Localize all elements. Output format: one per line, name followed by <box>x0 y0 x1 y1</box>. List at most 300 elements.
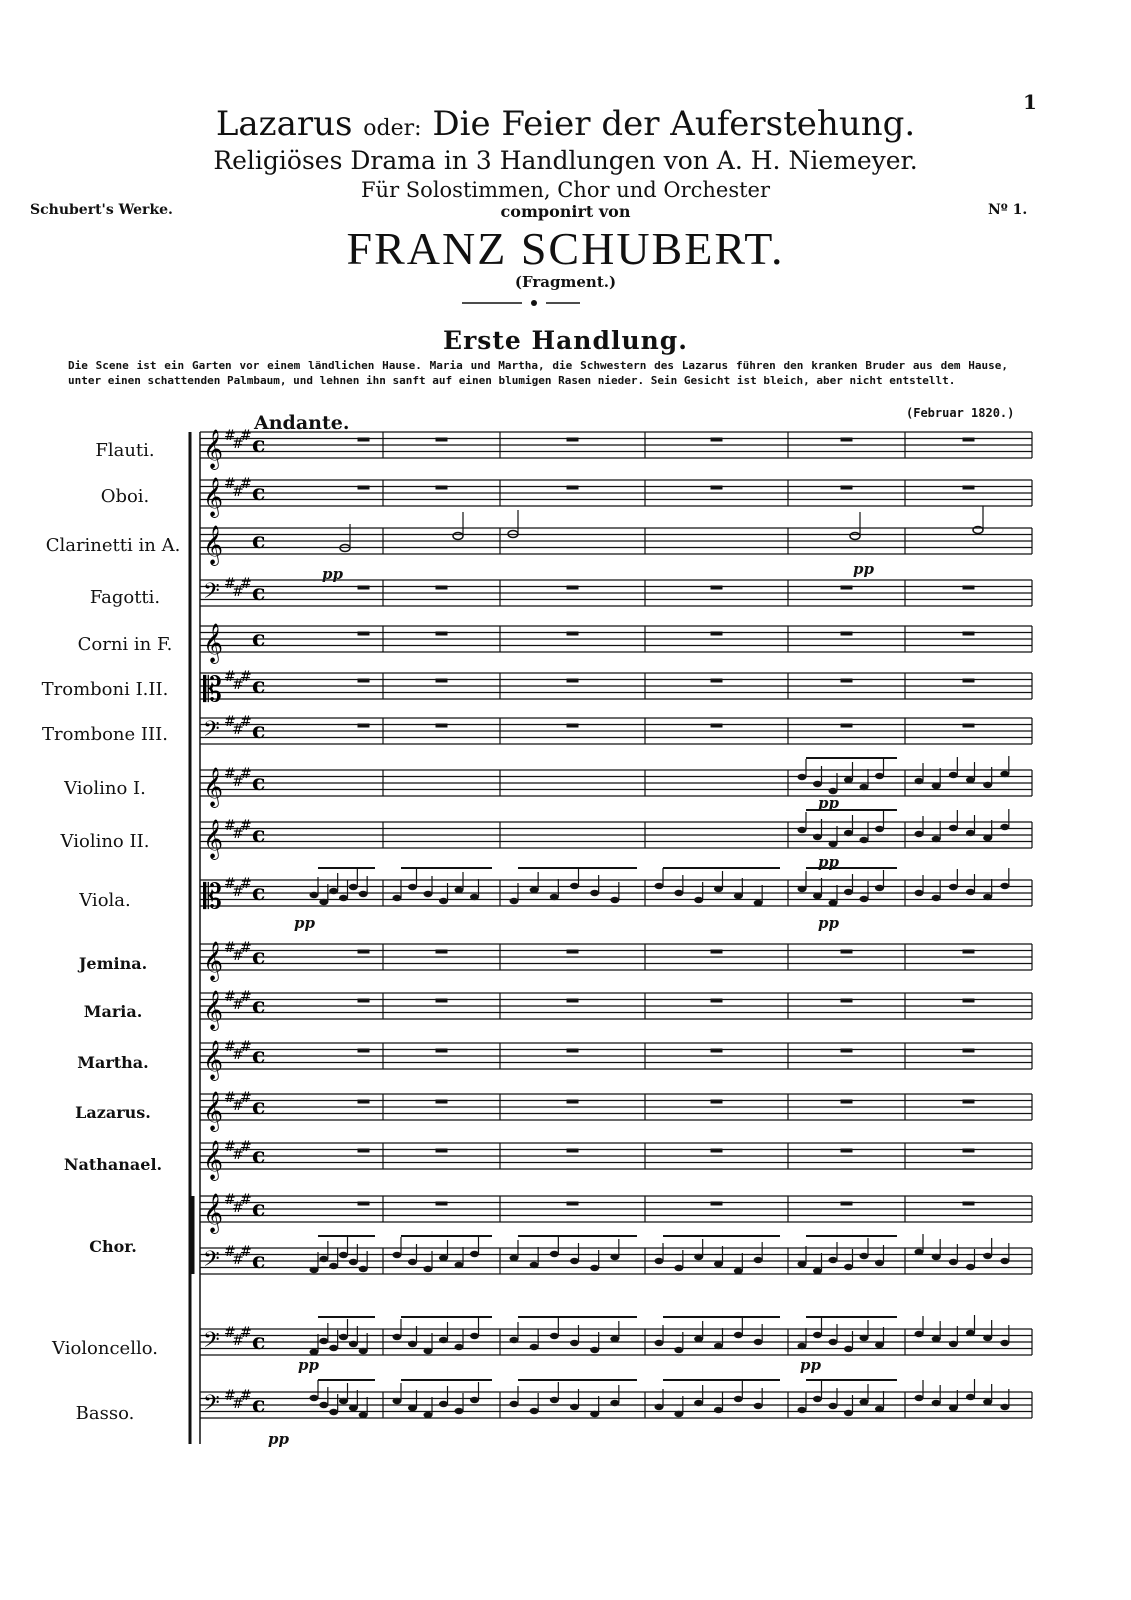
note-head <box>393 1398 402 1404</box>
note-head <box>470 894 479 900</box>
whole-rest <box>436 1149 448 1153</box>
instrument-label-violino-1: Violino I. <box>64 778 146 799</box>
note-head <box>714 1261 723 1267</box>
whole-rest <box>711 632 723 636</box>
note-head <box>694 1254 703 1260</box>
whole-rest <box>963 950 975 954</box>
whole-rest <box>436 438 448 442</box>
note-head <box>424 1348 433 1354</box>
note-head <box>949 1341 958 1347</box>
note-head <box>570 1340 579 1346</box>
sharp-icon: # <box>224 1139 236 1155</box>
note-head <box>590 890 599 896</box>
note-head <box>860 837 869 843</box>
sharp-icon: # <box>232 436 244 452</box>
note-head <box>319 1338 328 1344</box>
note-head <box>983 894 992 900</box>
note-head <box>310 1349 319 1355</box>
bass-clef-icon: 𝄢 <box>203 1328 220 1358</box>
whole-rest <box>963 438 975 442</box>
note-head <box>844 1410 853 1416</box>
note-head <box>570 883 579 889</box>
sharp-icon: # <box>224 1388 236 1404</box>
note-head <box>714 1343 723 1349</box>
sharp-icon: # <box>232 1333 244 1349</box>
note-head <box>829 1403 838 1409</box>
sharp-icon: # <box>232 484 244 500</box>
treble-clef-icon: 𝄞 <box>203 990 224 1030</box>
composition-date: (Februar 1820.) <box>906 406 1015 420</box>
note-head <box>655 1340 664 1346</box>
note-head <box>550 1251 559 1257</box>
title-feier: Die Feier der Auferstehung. <box>432 104 916 144</box>
note-head <box>734 1396 743 1402</box>
note-head <box>319 1402 328 1408</box>
time-signature: c <box>252 993 266 1019</box>
whole-rest <box>567 1149 579 1153</box>
note-head <box>932 1400 941 1406</box>
act-title: Erste Handlung. <box>443 326 688 355</box>
note-head <box>610 1336 619 1342</box>
whole-rest <box>841 586 853 590</box>
whole-rest <box>841 999 853 1003</box>
forces: Für Solostimmen, Chor und Orchester <box>360 178 771 202</box>
sharp-icon: # <box>224 766 236 782</box>
sharp-icon: # <box>224 876 236 892</box>
note-head <box>844 777 853 783</box>
note-head <box>949 1405 958 1411</box>
sharp-icon: # <box>232 677 244 693</box>
note-head <box>510 898 519 904</box>
time-signature: c <box>252 944 266 970</box>
note-head <box>875 773 884 779</box>
note-head <box>754 1403 763 1409</box>
note-head <box>932 1336 941 1342</box>
note-head <box>829 1339 838 1345</box>
note-head <box>983 1335 992 1341</box>
note-head <box>439 1337 448 1343</box>
note-head <box>915 778 924 784</box>
whole-rest <box>711 724 723 728</box>
dynamic-pp-cello-2: pp <box>800 1356 821 1374</box>
note-head <box>844 889 853 895</box>
note-head <box>510 1255 519 1261</box>
sharp-icon: # <box>240 714 252 730</box>
instrument-label-basso: Basso. <box>75 1403 135 1424</box>
whole-rest <box>436 679 448 683</box>
whole-rest <box>841 1100 853 1104</box>
whole-rest <box>358 1100 370 1104</box>
sharp-icon: # <box>240 476 252 492</box>
whole-rest <box>711 1202 723 1206</box>
whole-rest <box>567 438 579 442</box>
whole-rest <box>358 679 370 683</box>
whole-rest <box>567 724 579 728</box>
note-head <box>983 782 992 788</box>
note-head <box>798 774 807 780</box>
sharp-icon: # <box>240 1244 252 1260</box>
note-head <box>829 1257 838 1263</box>
whole-rest <box>841 724 853 728</box>
note-head <box>860 784 869 790</box>
note-head <box>310 1395 319 1401</box>
number-label: Nº 1. <box>988 202 1028 218</box>
note-head <box>694 1336 703 1342</box>
whole-rest <box>358 486 370 490</box>
whole-rest <box>963 486 975 490</box>
note-head <box>424 1266 433 1272</box>
whole-rest <box>841 438 853 442</box>
whole-rest <box>711 999 723 1003</box>
whole-rest <box>358 632 370 636</box>
whole-rest <box>963 1049 975 1053</box>
note-head <box>408 1405 417 1411</box>
note-head <box>932 836 941 842</box>
note-head <box>359 1348 368 1354</box>
time-signature: c <box>252 626 266 652</box>
sharp-icon: # <box>224 714 236 730</box>
whole-rest <box>711 679 723 683</box>
note-head <box>860 1335 869 1341</box>
note-head <box>694 1400 703 1406</box>
note-head <box>530 1408 539 1414</box>
whole-rest <box>963 999 975 1003</box>
whole-rest <box>567 999 579 1003</box>
note-head <box>674 1411 683 1417</box>
voice-label-martha: Martha. <box>77 1053 149 1072</box>
whole-rest <box>711 1149 723 1153</box>
whole-rest <box>567 632 579 636</box>
time-signature: c <box>252 673 266 699</box>
time-signature: c <box>252 1196 266 1222</box>
treble-clef-icon: 𝄞 <box>203 429 224 469</box>
note-head <box>813 781 822 787</box>
dynamic-pp-basso: pp <box>268 1430 289 1448</box>
treble-clef-icon: 𝄞 <box>203 477 224 517</box>
whole-rest <box>841 1202 853 1206</box>
note-head <box>714 886 723 892</box>
sharp-icon: # <box>240 1192 252 1208</box>
sharp-icon: # <box>232 948 244 964</box>
whole-rest <box>567 1049 579 1053</box>
whole-rest <box>963 1202 975 1206</box>
voice-label-chor: Chor. <box>89 1237 137 1256</box>
note-head <box>455 887 464 893</box>
instrument-label-fagotti: Fagotti. <box>89 587 161 608</box>
sharp-icon: # <box>224 576 236 592</box>
whole-rest <box>963 632 975 636</box>
note-head <box>329 1263 338 1269</box>
note-head <box>966 889 975 895</box>
sharp-icon: # <box>240 876 252 892</box>
sharp-icon: # <box>232 774 244 790</box>
note-head <box>829 841 838 847</box>
note-head <box>983 835 992 841</box>
note-head <box>915 890 924 896</box>
dynamic-pp-violin-2: pp <box>818 853 839 871</box>
note-head <box>349 884 358 890</box>
treble-clef-icon: 𝄞 <box>203 767 224 807</box>
treble-clef-icon: 𝄞 <box>203 623 224 663</box>
note-head <box>734 1268 743 1274</box>
instrument-label-oboi: Oboi. <box>100 486 150 507</box>
dynamic-pp-violin-1: pp <box>818 794 839 812</box>
whole-rest <box>567 1100 579 1104</box>
sharp-icon: # <box>240 1388 252 1404</box>
note-head <box>915 1395 924 1401</box>
whole-rest <box>841 679 853 683</box>
note-head <box>674 1347 683 1353</box>
sharp-icon: # <box>240 989 252 1005</box>
whole-rest <box>711 586 723 590</box>
note-head <box>550 1397 559 1403</box>
composer-name: FRANZ SCHUBERT. <box>346 223 785 274</box>
dynamic-pp-clarinet-2: pp <box>853 560 874 578</box>
sharp-icon: # <box>232 826 244 842</box>
title-lazarus: Lazarus <box>215 104 353 144</box>
note-head <box>329 1345 338 1351</box>
note-head <box>590 1347 599 1353</box>
note-head <box>424 891 433 897</box>
voice-label-maria: Maria. <box>83 1002 143 1021</box>
sharp-icon: # <box>232 1047 244 1063</box>
instrument-label-violoncello: Violoncello. <box>52 1338 158 1359</box>
sharp-icon: # <box>224 1325 236 1341</box>
whole-rest <box>436 1202 448 1206</box>
sharp-icon: # <box>240 940 252 956</box>
sharp-icon: # <box>240 766 252 782</box>
time-signature: c <box>252 580 266 606</box>
note-head <box>813 1268 822 1274</box>
whole-rest <box>436 632 448 636</box>
sharp-icon: # <box>232 1147 244 1163</box>
whole-rest <box>841 1049 853 1053</box>
note-head <box>310 1267 319 1273</box>
whole-rest <box>963 1100 975 1104</box>
note-head <box>949 1259 958 1265</box>
note-head <box>455 1262 464 1268</box>
note-head <box>610 1400 619 1406</box>
whole-rest <box>963 724 975 728</box>
whole-rest <box>567 1202 579 1206</box>
note-head <box>329 888 338 894</box>
works-label: Schubert's Werke. <box>30 202 173 218</box>
note-head <box>455 1408 464 1414</box>
treble-clef-icon: 𝄞 <box>203 1193 224 1233</box>
note-head <box>850 533 860 540</box>
note-head <box>813 1332 822 1338</box>
note-head <box>949 884 958 890</box>
sharp-icon: # <box>224 1192 236 1208</box>
fragment-note: (Fragment.) <box>514 273 617 291</box>
note-head <box>734 1332 743 1338</box>
note-head <box>453 533 463 540</box>
note-head <box>570 1404 579 1410</box>
note-head <box>844 1346 853 1352</box>
instrument-label-clarinetti: Clarinetti in A. <box>45 535 181 556</box>
note-head <box>1000 1258 1009 1264</box>
time-signature: c <box>252 1143 266 1169</box>
note-head <box>674 1265 683 1271</box>
subtitle: Religiöses Drama in 3 Handlungen von A. H. Niemeyer. <box>213 146 918 175</box>
instrument-label-viola: Viola. <box>79 890 131 911</box>
note-head <box>359 891 368 897</box>
note-head <box>550 894 559 900</box>
sharp-icon: # <box>232 584 244 600</box>
note-head <box>570 1258 579 1264</box>
note-head <box>1000 1404 1009 1410</box>
time-signature: c <box>252 1392 266 1418</box>
note-head <box>875 1260 884 1266</box>
note-head <box>550 1333 559 1339</box>
sharp-icon: # <box>224 940 236 956</box>
whole-rest <box>841 486 853 490</box>
note-head <box>875 1342 884 1348</box>
sharp-icon: # <box>240 1039 252 1055</box>
note-head <box>966 777 975 783</box>
time-signature: c <box>252 880 266 906</box>
note-head <box>530 1344 539 1350</box>
note-head <box>813 834 822 840</box>
sharp-icon: # <box>224 428 236 444</box>
note-head <box>813 893 822 899</box>
sharp-icon: # <box>224 1244 236 1260</box>
sharp-icon: # <box>232 884 244 900</box>
note-head <box>339 895 348 901</box>
note-head <box>339 1398 348 1404</box>
note-head <box>590 1265 599 1271</box>
note-head <box>319 1256 328 1262</box>
note-head <box>349 1341 358 1347</box>
note-head <box>875 1406 884 1412</box>
treble-clef-icon: 𝄞 <box>203 941 224 981</box>
note-head <box>813 1396 822 1402</box>
whole-rest <box>358 1049 370 1053</box>
note-head <box>949 772 958 778</box>
note-head <box>844 1264 853 1270</box>
sharp-icon: # <box>224 818 236 834</box>
whole-rest <box>358 950 370 954</box>
note-head <box>1000 824 1009 830</box>
whole-rest <box>567 679 579 683</box>
note-head <box>439 1401 448 1407</box>
sharp-icon: # <box>232 1252 244 1268</box>
whole-rest <box>841 1149 853 1153</box>
note-head <box>949 825 958 831</box>
time-signature: c <box>252 822 266 848</box>
note-head <box>932 783 941 789</box>
note-head <box>439 898 448 904</box>
treble-clef-icon: 𝄞 <box>203 1040 224 1080</box>
sharp-icon: # <box>232 1200 244 1216</box>
note-head <box>339 1252 348 1258</box>
note-head <box>655 1404 664 1410</box>
dynamic-pp-clarinet: pp <box>322 565 343 583</box>
alto-clef-icon: 𝄡 <box>203 877 222 917</box>
note-head <box>915 831 924 837</box>
time-signature: c <box>252 480 266 506</box>
note-head <box>932 895 941 901</box>
tempo-marking: Andante. <box>254 412 350 434</box>
time-signature: c <box>252 528 266 554</box>
stage-direction: Die Scene ist ein Garten vor einem ländlichen Hause. Maria und Martha, die Schwestern des Lazarus führen den kranken Bruder aus dem Hause, unter einen schattenden Palmbaum, und lehnen ihn sanft auf einen blumigen Rasen nieder. Sein Gesicht ist bleich, aber nicht entstellt. <box>68 359 1008 387</box>
note-head <box>966 830 975 836</box>
note-head <box>1000 1340 1009 1346</box>
note-head <box>798 886 807 892</box>
note-head <box>714 1407 723 1413</box>
whole-rest <box>567 586 579 590</box>
note-head <box>983 1399 992 1405</box>
bass-clef-icon: 𝄢 <box>203 579 220 609</box>
note-head <box>754 1339 763 1345</box>
note-head <box>349 1405 358 1411</box>
whole-rest <box>358 1149 370 1153</box>
instrument-label-flauti: Flauti. <box>95 440 155 461</box>
whole-rest <box>358 999 370 1003</box>
time-signature: c <box>252 718 266 744</box>
note-head <box>875 885 884 891</box>
whole-rest <box>436 586 448 590</box>
note-head <box>915 1249 924 1255</box>
sharp-icon: # <box>240 669 252 685</box>
sharp-icon: # <box>224 1090 236 1106</box>
time-signature: c <box>252 1094 266 1120</box>
alto-clef-icon: 𝄡 <box>203 670 222 710</box>
note-head <box>966 1264 975 1270</box>
voice-label-jemina: Jemina. <box>78 954 148 973</box>
sharp-icon: # <box>224 989 236 1005</box>
time-signature: c <box>252 770 266 796</box>
whole-rest <box>358 438 370 442</box>
note-head <box>754 1257 763 1263</box>
note-head <box>510 1337 519 1343</box>
note-head <box>424 1412 433 1418</box>
time-signature: c <box>252 432 266 458</box>
bass-clef-icon: 𝄢 <box>203 717 220 747</box>
sharp-icon: # <box>240 818 252 834</box>
whole-rest <box>711 486 723 490</box>
whole-rest <box>436 486 448 490</box>
note-head <box>408 1341 417 1347</box>
sharp-icon: # <box>240 1090 252 1106</box>
sharp-icon: # <box>232 997 244 1013</box>
voice-label-lazarus: Lazarus. <box>75 1103 151 1122</box>
note-head <box>310 892 319 898</box>
note-head <box>798 827 807 833</box>
note-head <box>875 826 884 832</box>
note-head <box>393 895 402 901</box>
note-head <box>734 893 743 899</box>
note-head <box>470 1397 479 1403</box>
note-head <box>1000 771 1009 777</box>
note-head <box>1000 883 1009 889</box>
whole-rest <box>963 679 975 683</box>
sharp-icon: # <box>240 1139 252 1155</box>
instrument-label-trombone-3: Trombone III. <box>42 724 168 745</box>
sharp-icon: # <box>232 1098 244 1114</box>
sharp-icon: # <box>224 476 236 492</box>
note-head <box>798 1261 807 1267</box>
note-head <box>844 830 853 836</box>
note-head <box>674 890 683 896</box>
whole-rest <box>436 950 448 954</box>
note-head <box>860 896 869 902</box>
whole-rest <box>436 999 448 1003</box>
note-head <box>610 897 619 903</box>
instrument-label-corni: Corni in F. <box>77 634 173 655</box>
note-head <box>510 1401 519 1407</box>
note-head <box>455 1344 464 1350</box>
